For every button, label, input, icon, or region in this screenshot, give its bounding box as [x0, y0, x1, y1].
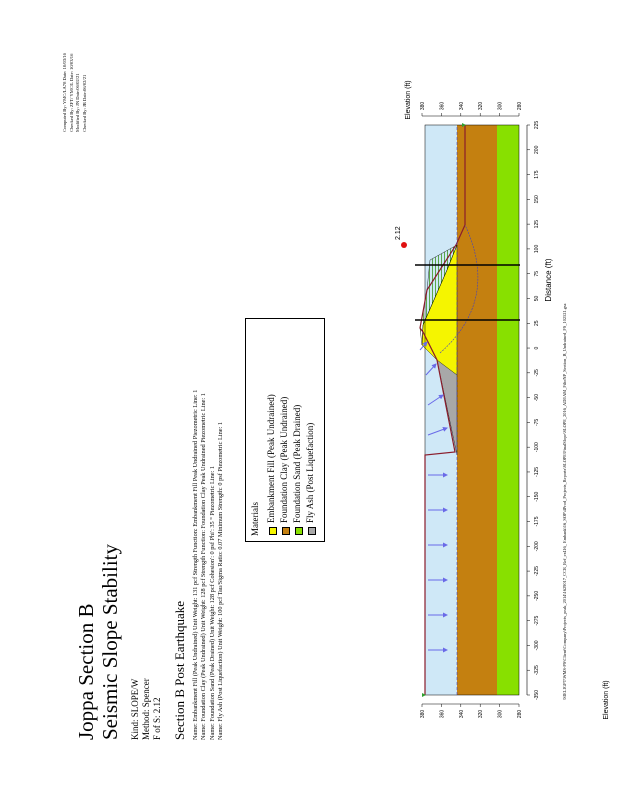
x-tick-label: -75	[534, 418, 540, 427]
analysis-method: Method: Spencer	[141, 678, 151, 740]
slip-center-marker	[401, 242, 407, 248]
x-tick-label: 125	[534, 219, 540, 229]
y-tick-label: 300	[497, 709, 504, 719]
analysis-kind: Kind: SLOPE/W	[130, 678, 140, 740]
section-title: Section B Post Earthquake	[172, 600, 187, 740]
factor-of-safety: F of S: 2.12	[152, 697, 162, 740]
x-tick-label: 200	[534, 145, 540, 154]
x-tick-label: 150	[534, 195, 540, 204]
x-tick-label: -150	[534, 491, 540, 502]
y-tick-label: 280	[517, 709, 523, 719]
y-tick-label: 300	[497, 101, 504, 111]
foundation-sand-layer	[497, 125, 519, 695]
legend-label: Foundation Clay (Peak Undrained)	[279, 396, 289, 523]
legend-label: Embankment Fill (Peak Undrained)	[266, 394, 276, 523]
y-tick-label: 380	[420, 101, 426, 111]
x-axis-label: Distance (ft)	[544, 258, 553, 302]
y-axis-label-left: Elevation (ft)	[603, 680, 610, 720]
x-tick-label: -250	[534, 590, 540, 601]
y-tick-label: 280	[517, 101, 523, 111]
legend-title: Materials	[250, 502, 260, 536]
x-tick-label: -300	[534, 640, 540, 651]
x-tick-label: 175	[534, 170, 540, 179]
x-tick-label: -275	[534, 615, 540, 626]
y-tick-label: 360	[439, 101, 446, 111]
x-tick-label: 225	[534, 120, 540, 130]
x-tick-label: -125	[534, 466, 540, 477]
material-row: Name: Foundation Sand (Peak Drained) Unit Weight: 128 pcf Cohesion': 0 psf Phi': 35 ° Piezometric Line: 1	[208, 465, 216, 740]
y-tick-label: 320	[478, 101, 485, 111]
x-tick-label: 0	[534, 346, 540, 350]
x-tick-label: -225	[534, 566, 540, 577]
material-row: Name: Fly Ash (Post Liquefaction) Unit Weight: 100 pcf Tau/Sigma Ratio: 0.07 Minimum Strength: 0 psf Piezometric Line: 1	[217, 421, 225, 740]
legend-label: Fly Ash (Post Liquefaction)	[305, 422, 315, 523]
x-axis-ticks	[527, 121, 540, 700]
y-tick-label: 320	[478, 709, 485, 719]
x-tick-label: -350	[534, 689, 540, 701]
x-tick-label: -325	[534, 665, 540, 676]
x-tick-label: -200	[534, 541, 540, 552]
y-tick-label: 340	[458, 101, 465, 111]
y-tick-label: 380	[420, 709, 426, 719]
x-tick-label: 100	[534, 244, 540, 254]
verification-line: Checked By: JB Date:06/02/21	[81, 74, 87, 132]
foundation-clay-layer	[457, 125, 497, 695]
fos-label: 2.12	[395, 226, 402, 240]
verification-line: Checked By: ZFT/ YMC/L Date: 10/03/16	[68, 53, 74, 132]
y-tick-label: 360	[439, 709, 446, 719]
x-tick-label: -175	[534, 516, 540, 527]
verification-line: Modified By: JN Date:06/02/21	[75, 73, 81, 132]
x-tick-label: -100	[534, 442, 540, 453]
x-tick-label: 75	[534, 270, 540, 277]
material-row: Name: Foundation Clay (Peak Undrained) Unit Weight: 128 pcf Strength Function: Foundation Clay Peak Undrained Piezometric Line: 1	[200, 393, 208, 740]
file-path-footer: \SIELIGPT\WMS-PS\Client\Company\Projects_peak_2014\1629017_CCR_Ref_er416_ Embank\16_SOP\4Prod_Projects_Reports\SLOPE\FinalSlope\SLOPE_2016_ADI\AM_FilteNP_Section_B_Undrained_FS_102521.gsz	[562, 303, 567, 700]
x-tick-label: -50	[534, 393, 540, 402]
y-axis-label-right: Elevation (ft)	[405, 80, 412, 120]
page-title: Joppa Section B	[74, 603, 98, 740]
y-tick-label: 340	[458, 709, 465, 719]
x-tick-label: -25	[534, 369, 540, 377]
material-row: Name: Embankment Fill (Peak Undrained) Unit Weight: 131 pcf Strength Function: Embankment Fill Peak Undrained Piezometric Line: 1	[192, 389, 199, 740]
legend-label: Foundation Sand (Peak Drained)	[292, 404, 302, 523]
x-tick-label: 50	[534, 295, 540, 302]
page-subtitle: Seismic Slope Stability	[98, 543, 122, 740]
verification-line: Computed By: YMC/LA78 Date: 10/03/16	[62, 53, 67, 132]
x-tick-label: 25	[534, 320, 540, 327]
